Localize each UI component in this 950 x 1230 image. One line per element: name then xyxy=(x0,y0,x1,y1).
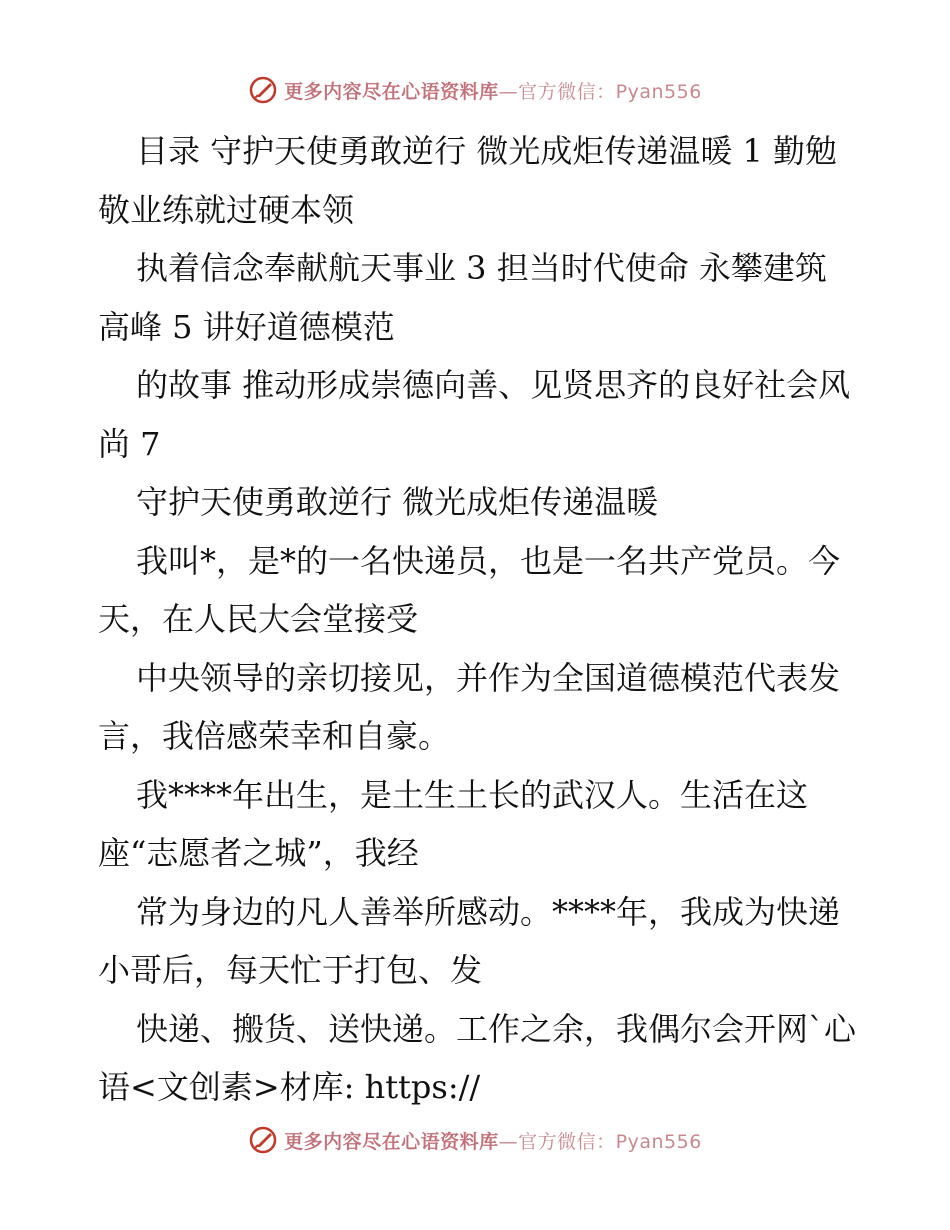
quill-pen-circle-icon xyxy=(248,1125,278,1155)
paragraph-body-5: 快递、搬货、送快递。工作之余，我偶尔会开网`心语<文创素>材库: https:// xyxy=(98,1009,857,1106)
footer-subtitle: 官方微信：Pyan556 xyxy=(518,1130,702,1153)
paragraph-body-4: 常为身边的凡人善举所感动。****年，我成为快递小哥后，每天忙于打包、发 xyxy=(98,892,841,989)
paragraph-body-2: 中央领导的亲切接见，并作为全国道德模范代表发言，我倍感荣幸和自豪。 xyxy=(98,658,841,755)
header-banner xyxy=(0,70,950,110)
footer-title: 更多内容尽在心语资料库 xyxy=(284,1130,499,1153)
footer-banner xyxy=(0,1120,950,1160)
paragraph-body-3: 我****年出生，是土生土长的武汉人。生活在这座“志愿者之城”，我经 xyxy=(98,775,809,872)
document-body xyxy=(98,122,858,1117)
header-separator: — xyxy=(498,80,519,103)
header-title: 更多内容尽在心语资料库 xyxy=(284,80,499,103)
paragraph-toc-2: 执着信念奉献航天事业 3 担当时代使命 永攀建筑高峰 5 讲好道德模范 xyxy=(98,249,827,346)
header-subtitle: 官方微信：Pyan556 xyxy=(518,80,702,103)
paragraph-toc-1: 目录 守护天使勇敢逆行 微光成炬传递温暖 1 勤勉敬业练就过硬本领 xyxy=(98,132,838,229)
quill-pen-circle-icon xyxy=(248,75,278,105)
header-banner-text xyxy=(284,77,702,104)
section-heading: 守护天使勇敢逆行 微光成炬传递温暖 xyxy=(136,483,659,521)
footer-separator: — xyxy=(498,1130,519,1153)
paragraph-toc-3: 的故事 推动形成崇德向善、见贤思齐的良好社会风尚 7 xyxy=(98,366,851,463)
footer-banner-text xyxy=(284,1127,702,1154)
paragraph-body-1: 我叫*，是*的一名快递员，也是一名共产党员。今天，在人民大会堂接受 xyxy=(98,541,841,638)
